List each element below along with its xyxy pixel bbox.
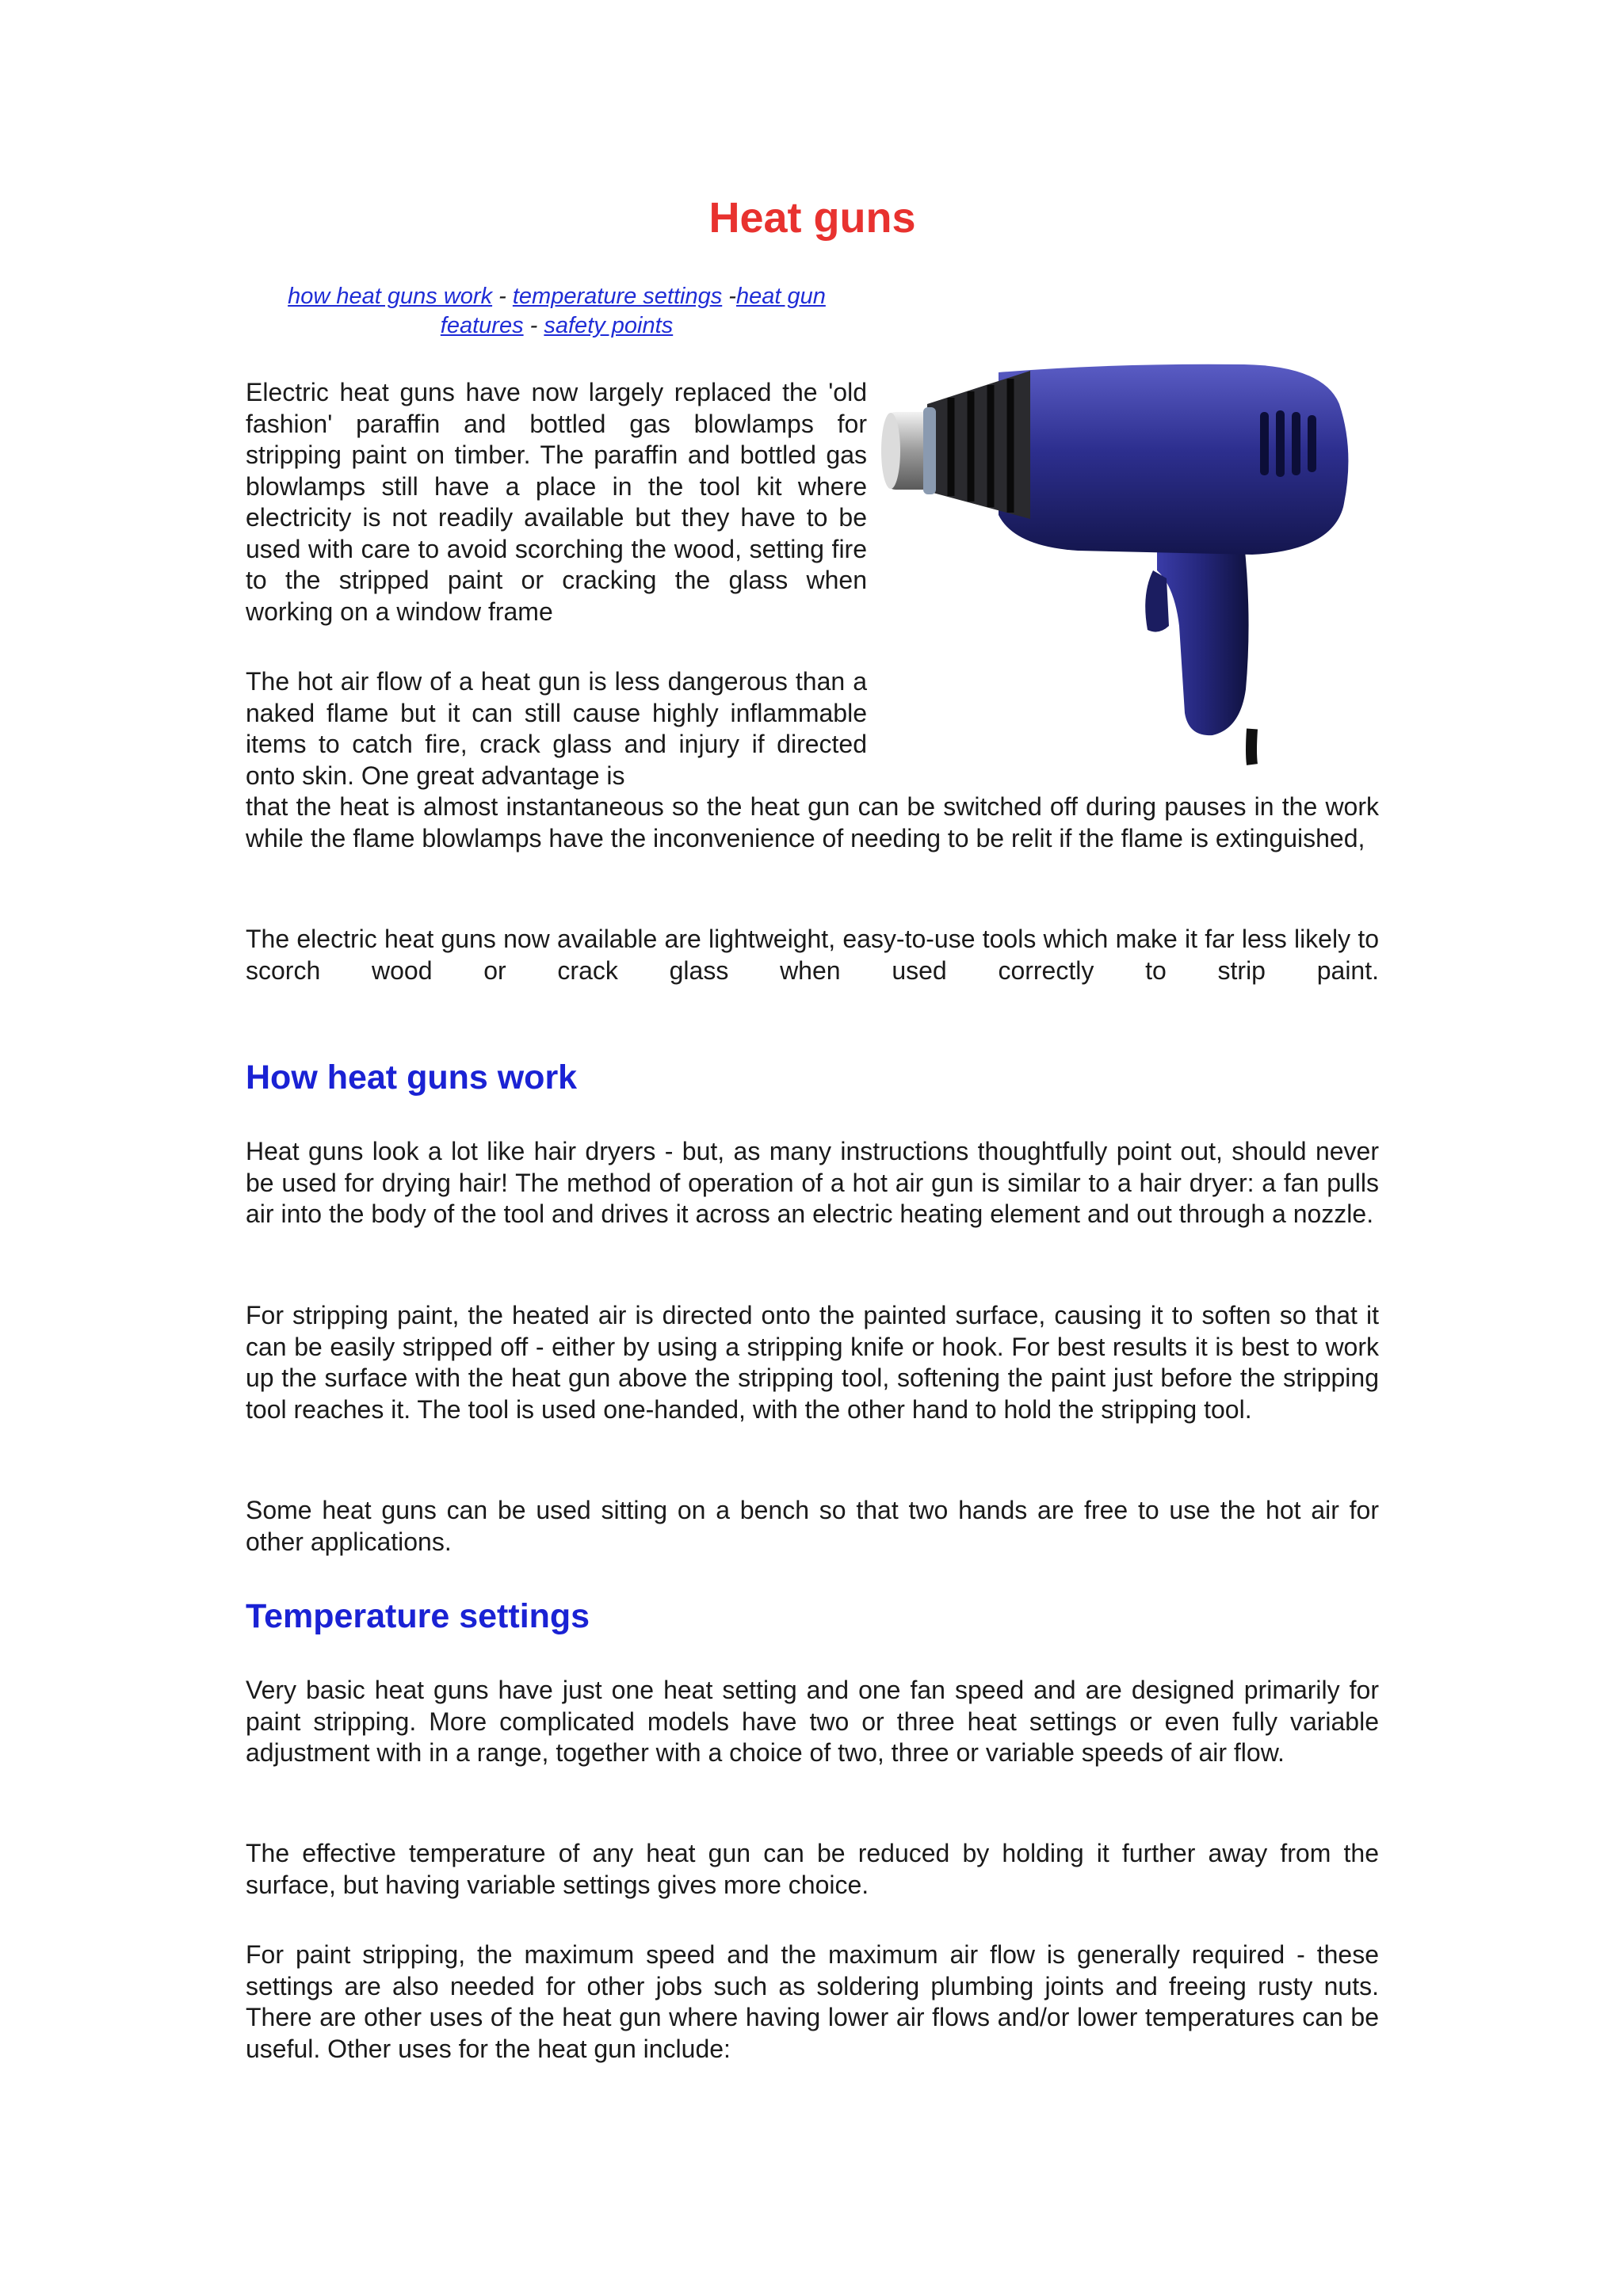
intro-paragraph-3: The electric heat guns now available are lightweight, easy-to-use tools which make it far less likely to scorch wood or crack glass when used correctly to strip paint. [246, 925, 1379, 985]
section-heading-temperature-settings: Temperature settings [246, 1597, 590, 1635]
how-paragraph-3: Some heat guns can be used sitting on a bench so that two hands are free to use the hot air for other applications. [246, 1496, 1379, 1556]
temp-paragraph-3: For paint stripping, the maximum speed and the maximum air flow is generally required - these settings are also needed for other jobs such as soldering plumbing joints and freeing rusty nuts. There are other uses of the heat gun where having lower air flows and/or lower temperatures can be useful. Other uses for the heat gun include: [246, 1940, 1379, 2063]
toc-separator: - [492, 284, 513, 309]
toc-link-heat-gun-features[interactable]: heat gun features [440, 284, 826, 338]
temp-paragraph-2: The effective temperature of any heat gun can be reduced by holding it further away from the surface, but having variable settings gives more choice. [246, 1839, 1379, 1899]
heat-gun-image [880, 357, 1387, 769]
how-paragraph-1: Heat guns look a lot like hair dryers - but, as many instructions thoughtfully point out, should never be used for drying hair! The method of operation of a hot air gun is similar to a hair dryer: a fan pulls air into the body of the tool and drives it across an electric heating element and out through a nozzle. [246, 1137, 1379, 1228]
intro-paragraph-2: The hot air flow of a heat gun is less dangerous than a naked flame but it can still cause highly inflammable items to catch fire, crack glass and injury if directed onto skin. One great advantage is [246, 667, 867, 790]
how-paragraph-2: For stripping paint, the heated air is directed onto the painted surface, causing it to soften so that it can be easily stripped off - either by using a stripping knife or hook. For best results it is best to work up the surface with the heat gun above the stripping tool, softening the paint just before the stripping tool reaches it. The tool is used one-handed, with the other hand to hold the stripping tool. [246, 1301, 1379, 1424]
toc-link-how-heat-guns-work[interactable]: how heat guns work [288, 284, 493, 309]
table-of-contents [246, 282, 868, 341]
temp-paragraph-1: Very basic heat guns have just one heat setting and one fan speed and are designed primarily for paint stripping. More complicated models have two or three heat settings or even fully variable adjustment with in a range, together with a choice of two, three or variable speeds of air flow. [246, 1676, 1379, 1767]
page-title: Heat guns [708, 194, 916, 242]
toc-link-safety-points[interactable]: safety points [544, 313, 674, 338]
toc-link-temperature-settings[interactable]: temperature settings [512, 284, 723, 309]
intro-paragraph-1: Electric heat guns have now largely replaced the 'old fashion' paraffin and bottled gas blowlamps for stripping paint on timber. The paraffin and bottled gas blowlamps still have a place in the tool kit where electricity is not readily available but they have to be used with care to avoid scorching the wood, setting fire to the stripped paint or cracking the glass when working on a window frame [246, 378, 867, 626]
intro-paragraph-2-continued: that the heat is almost instantaneous so the heat gun can be switched off during pauses in the work while the flame blowlamps have the inconvenience of needing to be relit if the flame is extinguished, [246, 792, 1379, 852]
section-heading-how-heat-guns-work: How heat guns work [246, 1058, 578, 1097]
toc-separator: - [523, 313, 544, 338]
toc-separator: - [722, 284, 736, 309]
